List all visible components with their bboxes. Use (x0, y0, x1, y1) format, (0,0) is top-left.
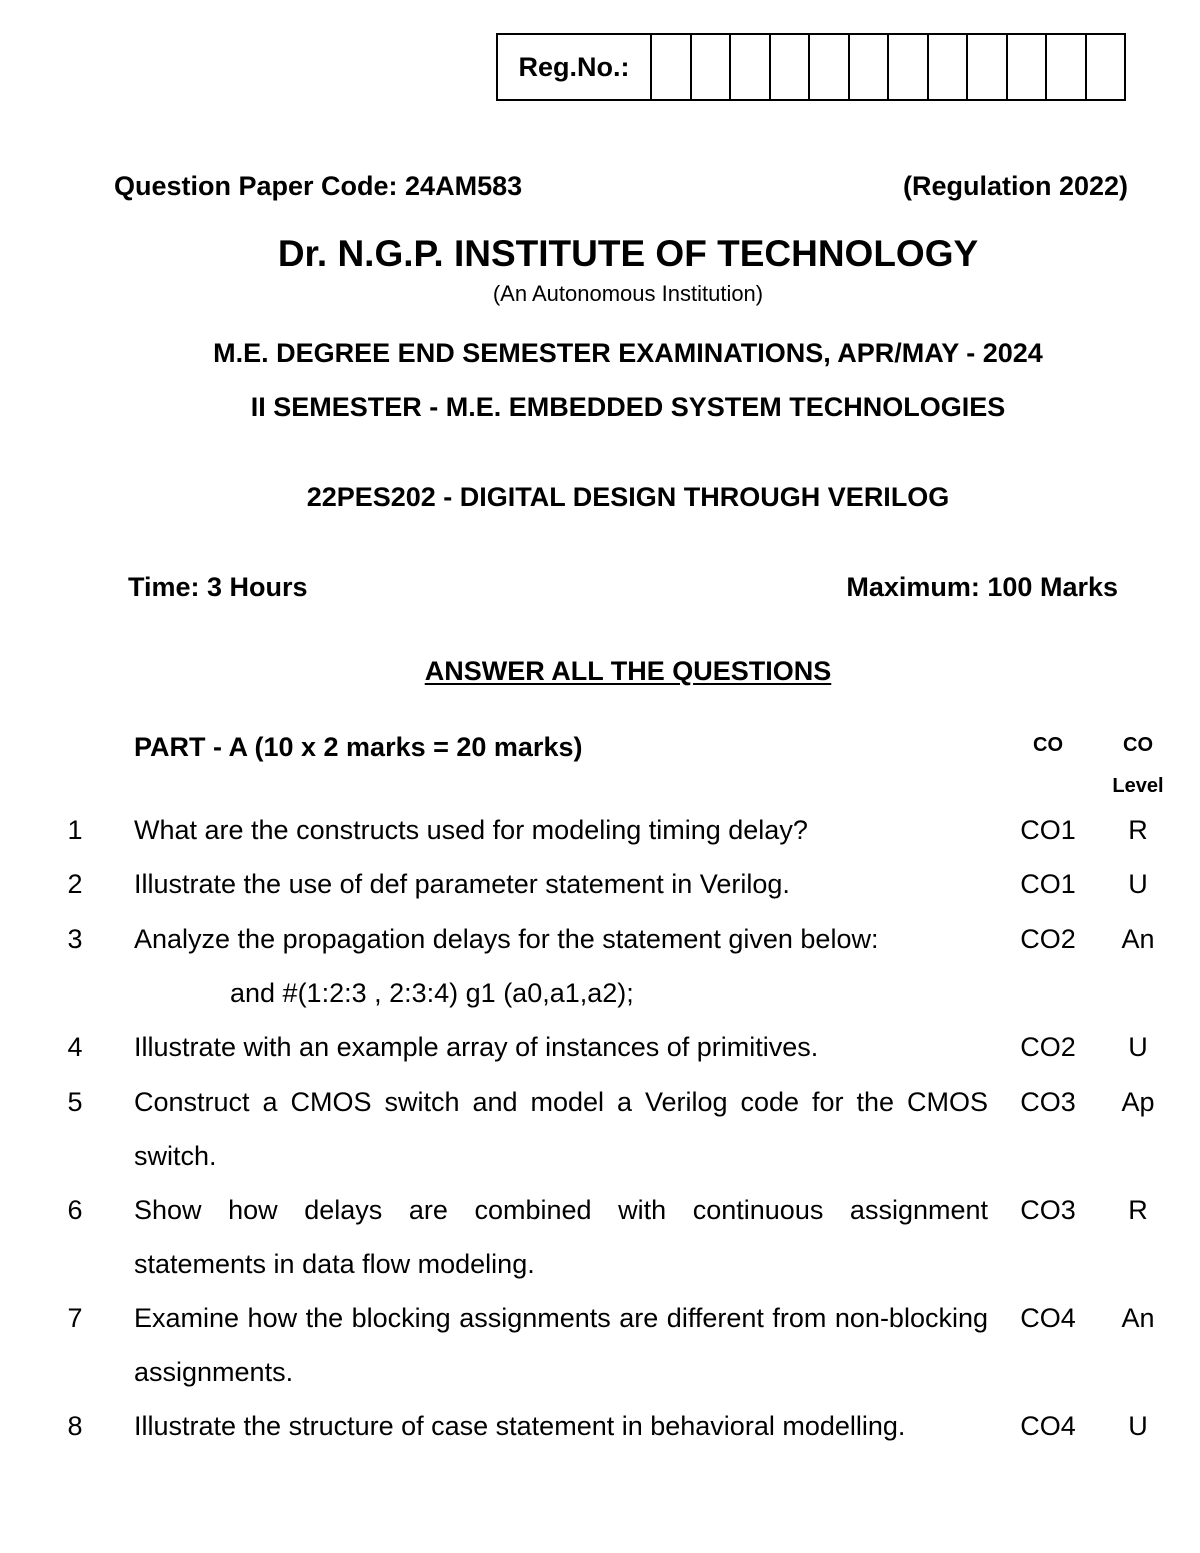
exam-title: M.E. DEGREE END SEMESTER EXAMINATIONS, APR/MAY - 2024 (213, 338, 1043, 368)
question-code-statement: and #(1:2:3 , 2:3:4) g1 (a0,a1,a2); (230, 978, 634, 1008)
question-co: CO2 (1020, 1032, 1076, 1062)
question-text: What are the constructs used for modeling timing delay? (134, 815, 808, 845)
reg-number-cells (652, 35, 1124, 99)
paper-code: Question Paper Code: 24AM583 (114, 171, 523, 201)
question-level: Ap (1121, 1087, 1155, 1117)
reg-cell[interactable] (652, 35, 692, 99)
question-text: Show how delays are combined with continuous assignment statements in data flow modeling. (134, 1195, 988, 1279)
reg-cell[interactable] (771, 35, 811, 99)
reg-cell[interactable] (1087, 35, 1125, 99)
reg-cell[interactable] (929, 35, 969, 99)
question-number: 4 (67, 1032, 83, 1062)
reg-cell[interactable] (968, 35, 1008, 99)
reg-cell[interactable] (1008, 35, 1048, 99)
reg-cell[interactable] (731, 35, 771, 99)
course-title: 22PES202 - DIGITAL DESIGN THROUGH VERILOG (306, 482, 950, 512)
question-co: CO4 (1020, 1411, 1076, 1441)
question-text: Construct a CMOS switch and model a Verilog code for the CMOS switch. (134, 1087, 988, 1171)
co-level-header-line2: Level (1112, 775, 1164, 797)
question-co: CO4 (1020, 1303, 1076, 1333)
institute-name: Dr. N.G.P. INSTITUTE OF TECHNOLOGY (277, 233, 979, 274)
question-co: CO3 (1020, 1195, 1076, 1225)
question-text: Illustrate with an example array of instances of primitives. (134, 1032, 819, 1062)
question-text: Illustrate the use of def parameter statement in Verilog. (134, 869, 790, 899)
reg-cell[interactable] (810, 35, 850, 99)
reg-cell[interactable] (1047, 35, 1087, 99)
question-number: 2 (67, 869, 83, 899)
question-text: Analyze the propagation delays for the statement given below: (134, 924, 879, 954)
reg-cell[interactable] (889, 35, 929, 99)
question-number: 6 (67, 1195, 83, 1225)
question-co: CO1 (1020, 869, 1076, 899)
question-level: R (1128, 1195, 1148, 1225)
question-level: U (1128, 869, 1148, 899)
question-level: R (1128, 815, 1148, 845)
reg-number-box (496, 33, 1126, 101)
question-co: CO1 (1020, 815, 1076, 845)
question-number: 8 (67, 1411, 83, 1441)
question-text: Illustrate the structure of case statement in behavioral modelling. (134, 1411, 906, 1441)
question-level: U (1128, 1411, 1148, 1441)
maximum-marks: Maximum: 100 Marks (846, 572, 1118, 602)
question-co: CO3 (1020, 1087, 1076, 1117)
autonomous-note: (An Autonomous Institution) (492, 281, 764, 306)
question-level: An (1121, 924, 1155, 954)
reg-cell[interactable] (692, 35, 732, 99)
part-a-title: PART - A (10 x 2 marks = 20 marks) (134, 732, 583, 762)
regulation: (Regulation 2022) (902, 171, 1128, 201)
question-level: U (1128, 1032, 1148, 1062)
reg-number-label: Reg.No.: (498, 35, 652, 99)
reg-cell[interactable] (850, 35, 890, 99)
instruction: ANSWER ALL THE QUESTIONS (424, 656, 832, 686)
question-number: 7 (67, 1303, 83, 1333)
question-text: Examine how the blocking assignments are different from non-blocking assignments. (134, 1303, 988, 1387)
semester-title: II SEMESTER - M.E. EMBEDDED SYSTEM TECHNOLOGIES (250, 392, 1006, 422)
question-number: 1 (67, 815, 83, 845)
exam-duration: Time: 3 Hours (128, 572, 308, 602)
question-number: 5 (67, 1087, 83, 1117)
question-number: 3 (67, 924, 83, 954)
co-level-header-line1: CO (1123, 734, 1153, 756)
question-co: CO2 (1020, 924, 1076, 954)
co-column-header: CO (1033, 734, 1063, 756)
question-level: An (1121, 1303, 1155, 1333)
